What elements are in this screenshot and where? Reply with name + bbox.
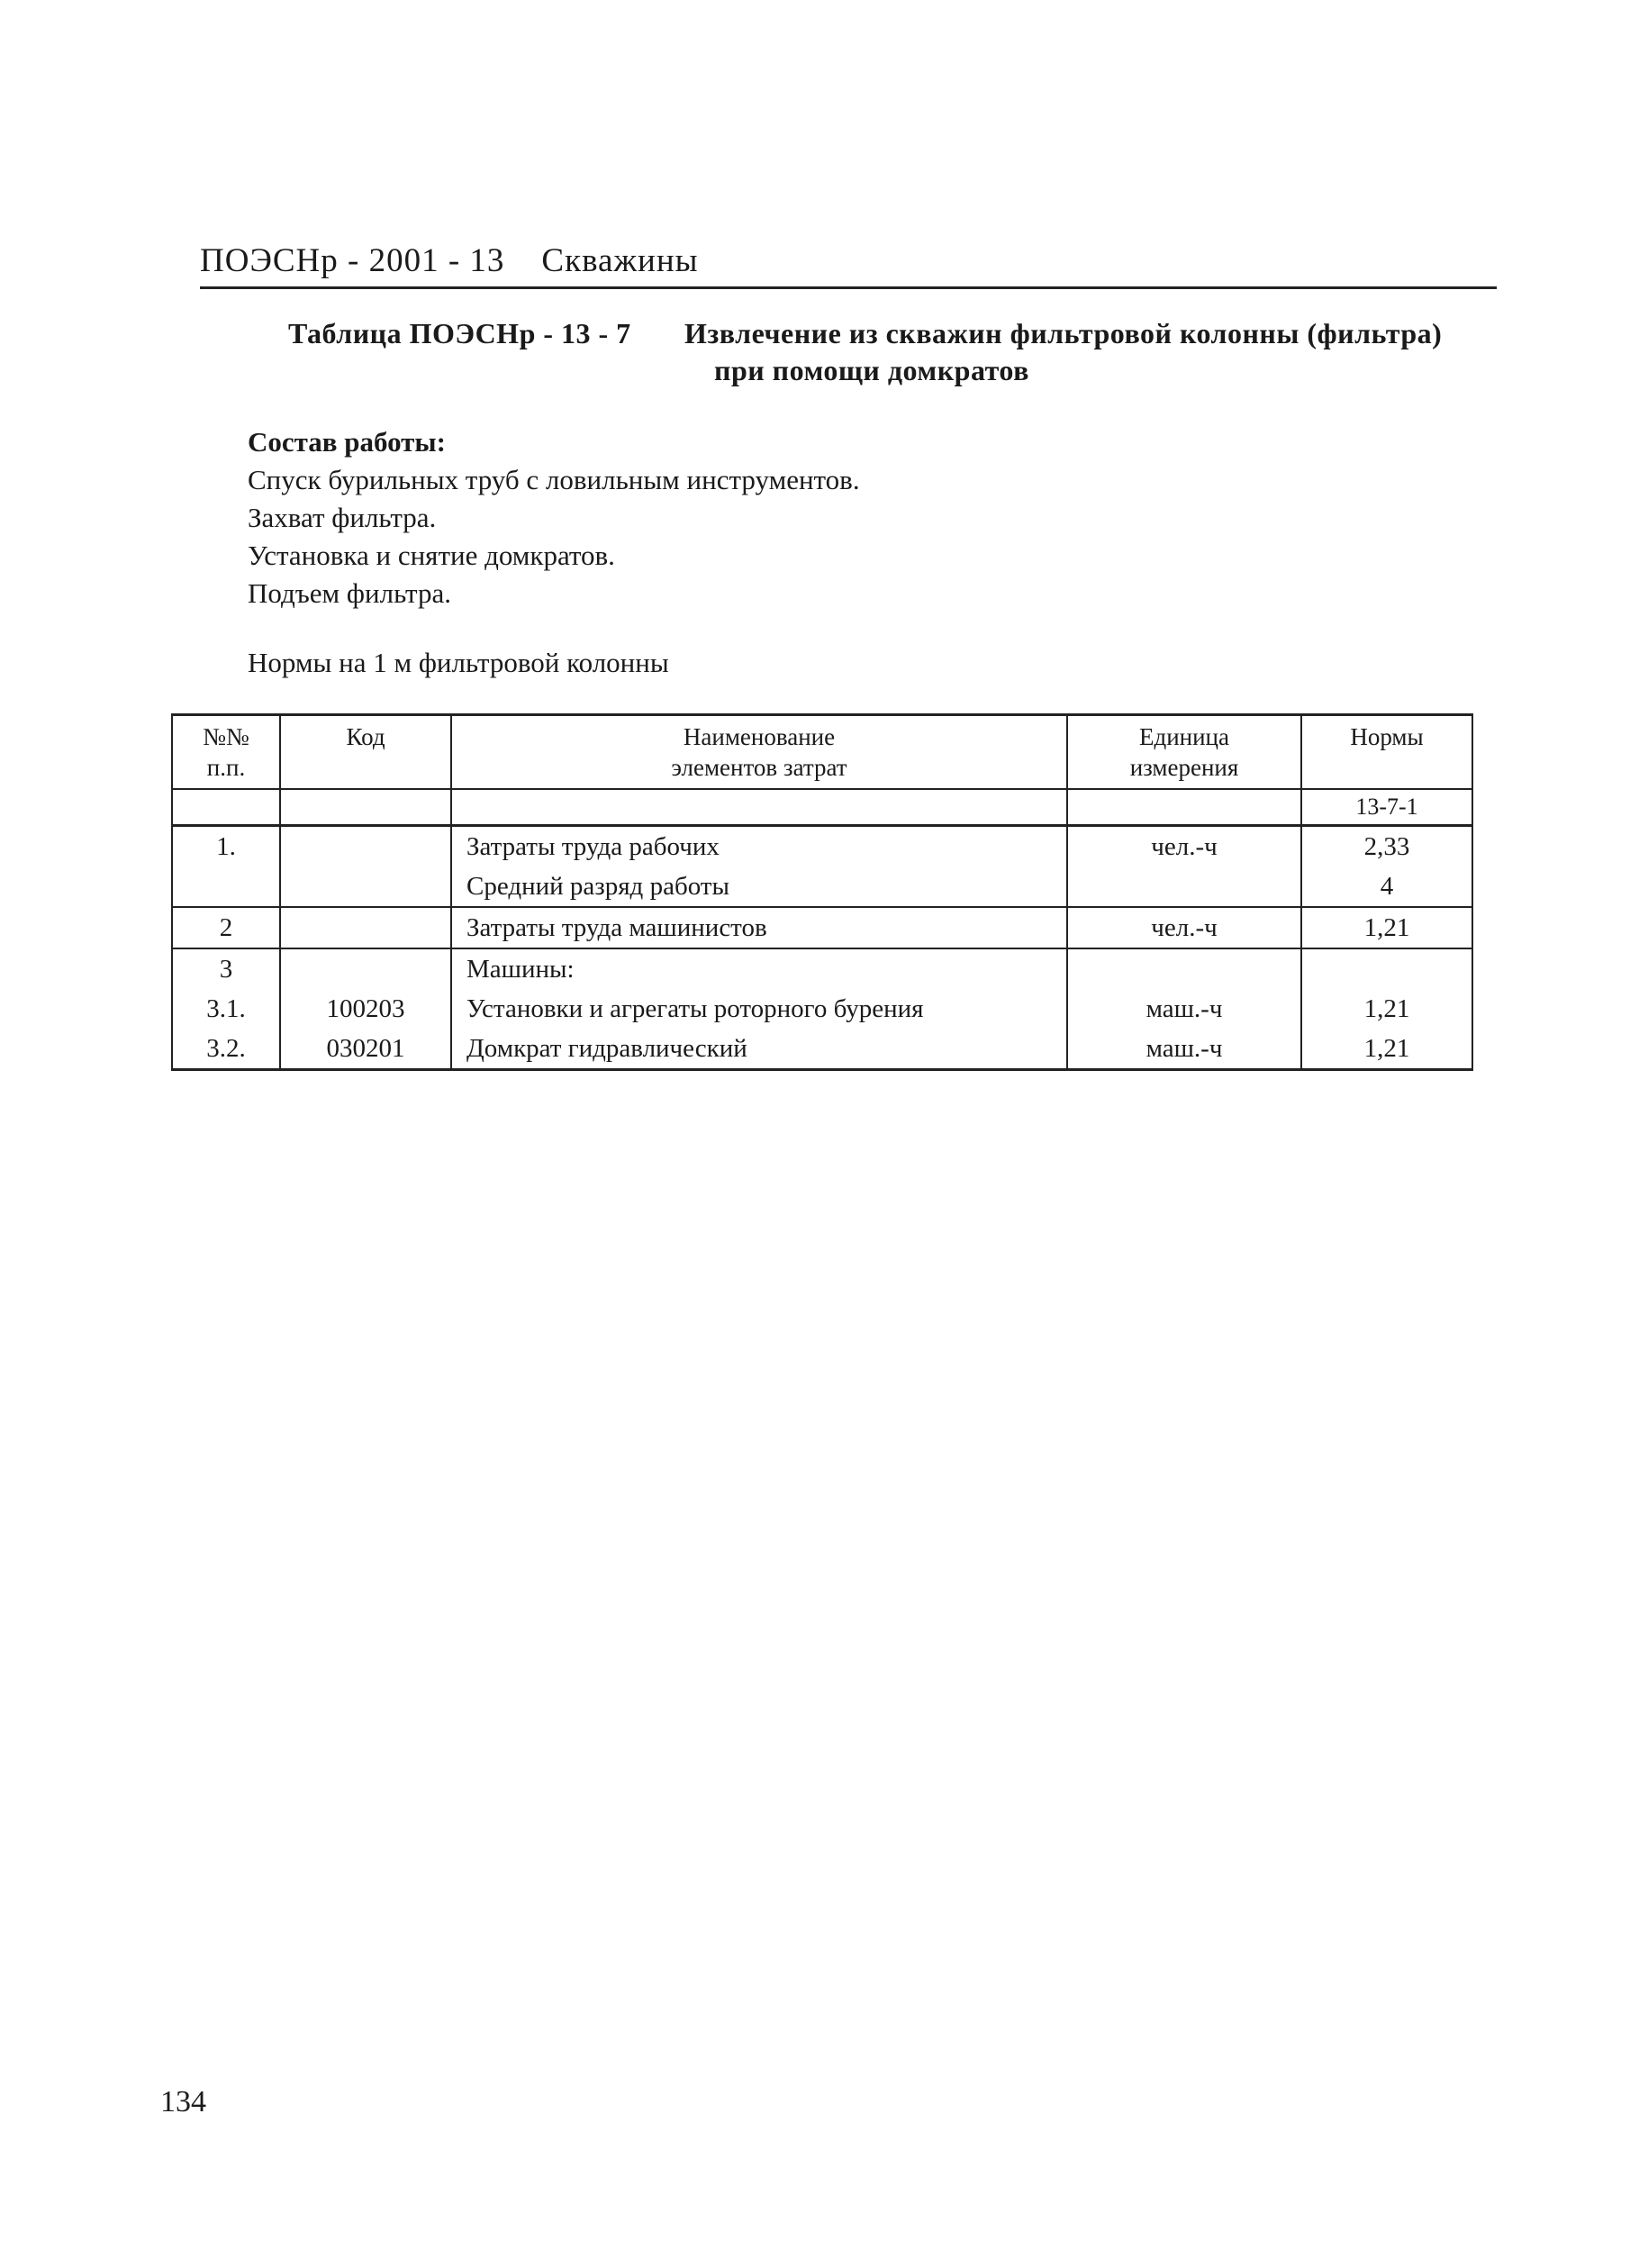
row-name: Машины: xyxy=(451,948,1067,989)
work-item: Подъем фильтра. xyxy=(248,577,451,609)
row-code xyxy=(280,907,451,948)
row-name: Домкрат гидравлический xyxy=(451,1029,1067,1070)
row-code xyxy=(280,826,451,867)
header-unit-line2: измерения xyxy=(1129,754,1239,781)
row-unit xyxy=(1067,948,1301,989)
header-rule xyxy=(200,286,1497,289)
header-norms: Нормы xyxy=(1301,715,1472,790)
row-name: Средний разряд работы xyxy=(451,866,1067,907)
row-value xyxy=(1301,948,1472,989)
header-doc-code: ПОЭСНр - 2001 - 13 xyxy=(200,242,505,279)
work-item: Захват фильтра. xyxy=(248,502,437,533)
row-unit: маш.-ч xyxy=(1067,1029,1301,1070)
header-num-line2: п.п. xyxy=(206,754,246,781)
table-row xyxy=(172,907,1472,948)
header-name-line1: Наименование xyxy=(683,723,836,750)
row-unit xyxy=(1067,866,1301,907)
row-name: Затраты труда рабочих xyxy=(451,826,1067,867)
norm-code: 13-7-1 xyxy=(1301,789,1472,826)
work-composition xyxy=(248,423,860,612)
row-code: 030201 xyxy=(280,1029,451,1070)
table-header-row xyxy=(172,715,1472,790)
row-value: 2,33 xyxy=(1301,826,1472,867)
row-num: 2 xyxy=(172,907,280,948)
header-name-line2: элементов затрат xyxy=(671,754,847,781)
table-row xyxy=(172,948,1472,989)
row-value: 1,21 xyxy=(1301,907,1472,948)
row-unit: чел.-ч xyxy=(1067,826,1301,867)
row-name: Затраты труда машинистов xyxy=(451,907,1067,948)
header-unit xyxy=(1067,715,1301,790)
work-item: Спуск бурильных труб с ловильным инструментов. xyxy=(248,464,860,495)
row-num: 3.2. xyxy=(172,1029,280,1070)
row-value: 4 xyxy=(1301,866,1472,907)
row-code: 100203 xyxy=(280,989,451,1029)
row-num xyxy=(172,866,280,907)
table-row xyxy=(172,1029,1472,1070)
table-row xyxy=(172,866,1472,907)
norms-table xyxy=(171,713,1473,1071)
header-num-line1: №№ xyxy=(203,723,249,750)
row-name: Установки и агрегаты роторного бурения xyxy=(451,989,1067,1029)
table-row xyxy=(172,989,1472,1029)
row-num: 1. xyxy=(172,826,280,867)
row-unit: маш.-ч xyxy=(1067,989,1301,1029)
row-unit: чел.-ч xyxy=(1067,907,1301,948)
work-item: Установка и снятие домкратов. xyxy=(248,540,615,571)
row-num: 3 xyxy=(172,948,280,989)
table-title-name-line1: Извлечение из скважин фильтровой колонны (фильтра) xyxy=(684,317,1443,349)
page-number: 134 xyxy=(160,2085,206,2118)
header-unit-line1: Единица xyxy=(1138,723,1229,750)
row-value: 1,21 xyxy=(1301,989,1472,1029)
table-row xyxy=(172,826,1472,867)
header-code: Код xyxy=(280,715,451,790)
header-name xyxy=(451,715,1067,790)
table-title xyxy=(288,317,1442,350)
row-value: 1,21 xyxy=(1301,1029,1472,1070)
header-section: Скважины xyxy=(541,242,699,279)
row-code xyxy=(280,948,451,989)
row-code xyxy=(280,866,451,907)
table-title-name-line2: при помощи домкратов xyxy=(714,354,1029,386)
table-title-label: Таблица ПОЭСНр - 13 - 7 xyxy=(288,317,631,349)
running-header xyxy=(200,241,1497,280)
row-num: 3.1. xyxy=(172,989,280,1029)
norms-basis: Нормы на 1 м фильтровой колонны xyxy=(248,647,669,678)
work-heading: Состав работы: xyxy=(248,426,446,458)
header-num xyxy=(172,715,280,790)
norm-code-row xyxy=(172,789,1472,826)
